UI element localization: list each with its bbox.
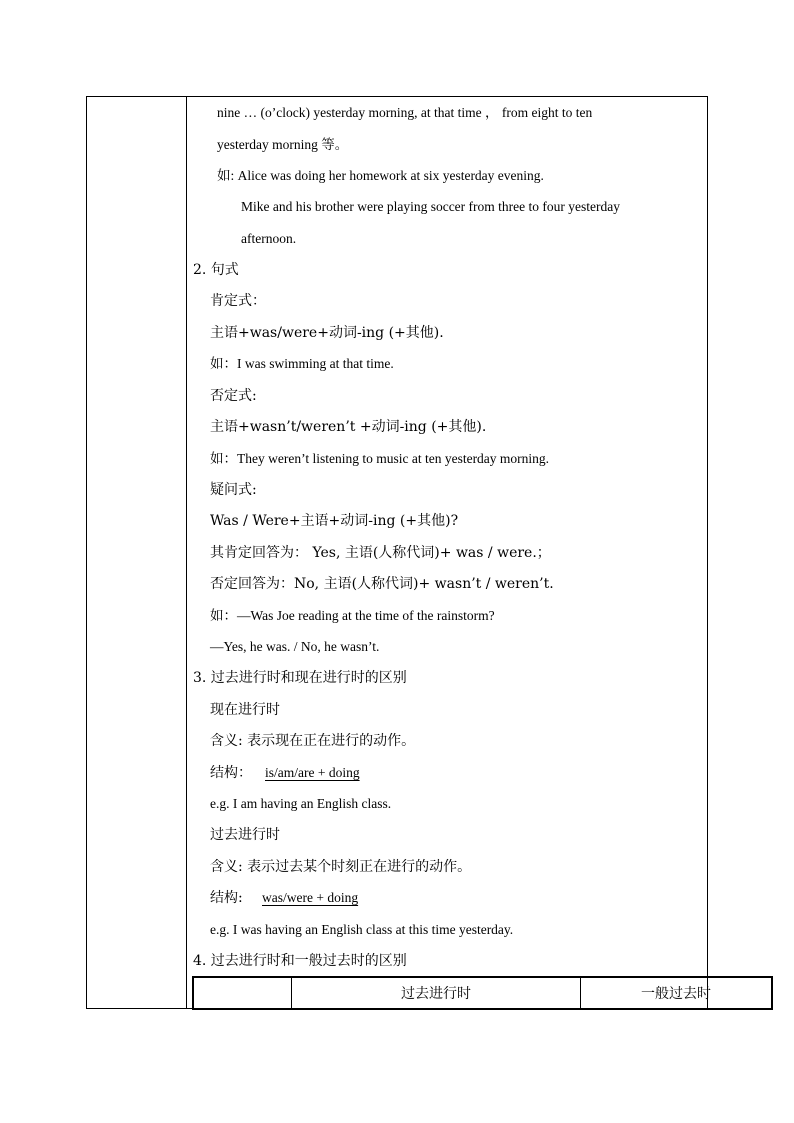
column-divider xyxy=(186,96,187,1009)
example-line: e.g. I am having an English class. xyxy=(210,796,392,811)
meaning-line: 含义: 表示过去某个时刻正在进行的动作。 xyxy=(210,859,472,875)
example-line: —Yes, he was. / No, he wasn’t. xyxy=(210,639,380,654)
subheading: 否定式: xyxy=(210,388,257,404)
comparison-table xyxy=(192,976,773,1010)
formula-line: 主语+wasn’t/weren’t +动词-ing (+其他). xyxy=(210,419,487,435)
subheading: 肯定式： xyxy=(210,293,266,309)
example-line: 如：They weren’t listening to music at ten yesterday morning. xyxy=(210,451,550,466)
example-line: 如：—Was Joe reading at the time of the rainstorm? xyxy=(210,608,495,623)
example-line: 如: Alice was doing her homework at six yesterday evening. xyxy=(217,168,544,183)
text-line: yesterday morning 等。 xyxy=(217,137,349,152)
table-header-cell xyxy=(194,978,292,1008)
subheading: 疑问式: xyxy=(210,482,257,498)
example-line: 如：I was swimming at that time. xyxy=(210,356,394,371)
formula-line: Was / Were+主语+动词-ing (+其他)? xyxy=(210,513,459,529)
example-line: afternoon. xyxy=(241,231,297,246)
subheading: 现在进行时 xyxy=(210,702,280,718)
table-header-cell: 一般过去时 xyxy=(641,986,711,1002)
structure-label: 结构: xyxy=(210,890,243,906)
text-line: nine … (o’clock) yesterday morning, at that time ， from eight to ten xyxy=(217,105,593,120)
table-header-cell: 过去进行时 xyxy=(292,978,581,1008)
formula-line: 主语+was/were+动词-ing (+其他). xyxy=(210,325,444,341)
section-heading: 2. 句式 xyxy=(193,262,239,278)
example-line: Mike and his brother were playing soccer from three to four yesterday xyxy=(241,199,620,214)
section-heading: 3. 过去进行时和现在进行时的区别 xyxy=(193,670,407,686)
structure-formula: is/am/are + doing xyxy=(265,765,360,780)
section-heading: 4. 过去进行时和一般过去时的区别 xyxy=(193,953,407,969)
subheading: 过去进行时 xyxy=(210,827,280,843)
structure-label: 结构： xyxy=(210,765,252,781)
structure-formula: was/were + doing xyxy=(262,890,359,905)
answer-line: 否定回答为：No, 主语(人称代词)+ wasn’t / weren’t. xyxy=(210,576,554,592)
answer-line: 其肯定回答为： Yes, 主语(人称代词)+ was / were.； xyxy=(210,545,551,561)
example-line: e.g. I was having an English class at this time yesterday. xyxy=(210,922,514,937)
meaning-line: 含义: 表示现在正在进行的动作。 xyxy=(210,733,416,749)
